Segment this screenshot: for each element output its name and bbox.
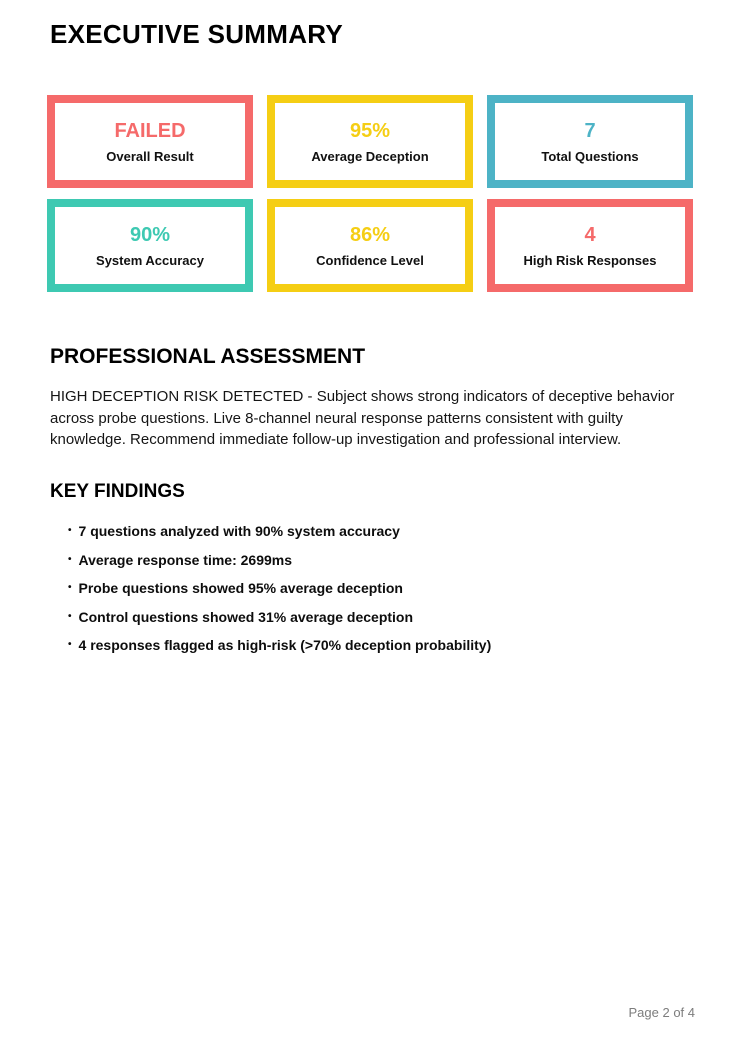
finding-item [68,574,491,603]
summary-cards-grid [47,95,693,292]
stat-card-high-risk-responses [487,199,693,292]
stat-card-confidence-level [267,199,473,292]
finding-item [68,517,491,546]
finding-text: Probe questions showed 95% average deception [78,580,403,597]
finding-text: Control questions showed 31% average deception [78,608,414,625]
stat-card-system-accuracy [47,199,253,292]
stat-card-average-deception [267,95,473,188]
bullet-icon: • [68,582,72,594]
stat-value: 95% [349,119,391,142]
finding-text: Average response time: 2699ms [78,551,292,568]
page-title: EXECUTIVE SUMMARY [50,19,344,49]
key-findings-heading: KEY FINDINGS [50,481,185,502]
stat-value: 90% [129,223,171,246]
assessment-body: HIGH DECEPTION RISK DETECTED - Subject shows strong indicators of deceptive behavior across probe questions. Live 8-channel neural response patterns consistent with guilty knowledge. Recommend immediate follow-up investigation and professional interview. [50,388,675,448]
stat-value: FAILED [114,119,186,142]
stat-label: Overall Result [106,148,194,164]
finding-item [68,546,491,575]
bullet-icon: • [68,553,72,565]
key-findings-list [68,517,491,660]
bullet-icon: • [68,639,72,651]
finding-text: 7 questions analyzed with 90% system accuracy [78,523,400,540]
stat-label: Average Deception [311,148,429,164]
assessment-heading: PROFESSIONAL ASSESSMENT [50,345,366,368]
stat-label: Total Questions [541,148,639,164]
finding-text: 4 responses flagged as high-risk (>70% deception probability) [78,637,492,654]
bullet-icon: • [68,610,72,622]
stat-label: High Risk Responses [523,252,657,268]
finding-item [68,631,491,660]
page-number: Page 2 of 4 [628,1005,695,1020]
stat-card-overall-result [47,95,253,188]
stat-card-total-questions [487,95,693,188]
bullet-icon: • [68,525,72,537]
stat-label: Confidence Level [316,252,424,268]
finding-item [68,603,491,632]
stat-label: System Accuracy [96,252,204,268]
stat-value: 7 [584,119,596,142]
stat-value: 4 [584,223,596,246]
stat-value: 86% [349,223,391,246]
